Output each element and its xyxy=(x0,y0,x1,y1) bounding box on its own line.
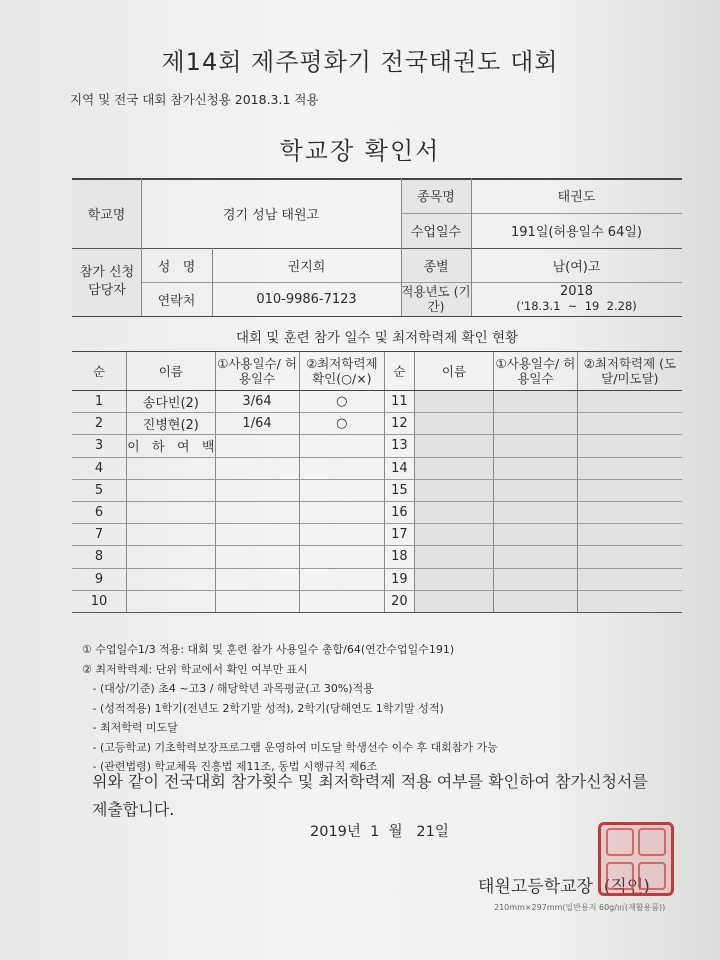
row-min-academic-check xyxy=(577,501,682,523)
row-number: 2 xyxy=(72,413,127,435)
rule xyxy=(72,316,682,317)
row-used-days xyxy=(494,546,578,568)
row-number: 8 xyxy=(72,546,127,568)
row-min-academic-check xyxy=(299,457,385,479)
seal-glyph xyxy=(606,862,634,890)
row-number: 16 xyxy=(385,501,415,523)
row-number: 11 xyxy=(385,391,415,413)
seal-glyph xyxy=(638,862,666,890)
date-line: 2019년 1 월 21일 xyxy=(310,824,449,840)
document-heading: 제14회 제주평화기 전국태권도 대회 xyxy=(161,48,559,76)
name-value: 권지희 xyxy=(287,259,326,275)
row-min-academic-check xyxy=(299,501,385,523)
col-header: ②최저학력제 (도달/미도달) xyxy=(577,352,682,391)
row-used-days xyxy=(215,457,299,479)
year-label: 적용년도 (기간) xyxy=(401,284,471,314)
row-number: 6 xyxy=(72,501,127,523)
row-name xyxy=(127,590,215,612)
col-header: 순 xyxy=(72,352,127,391)
period-value: ('18.3.1 ~ 19 2.28) xyxy=(516,299,637,313)
row-name xyxy=(414,413,494,435)
row-used-days xyxy=(215,568,299,590)
row-number: 12 xyxy=(385,413,415,435)
row-min-academic-check xyxy=(299,568,385,590)
row-number: 1 xyxy=(72,391,127,413)
row-used-days xyxy=(494,590,578,612)
row-used-days xyxy=(494,435,578,457)
table-row xyxy=(72,546,682,568)
paper-spec: 210mm×297mm(일반용지 60g/㎡(재활용품)) xyxy=(494,903,666,912)
row-name xyxy=(414,391,494,413)
table-row xyxy=(72,435,682,457)
row-used-days xyxy=(494,501,578,523)
row-min-academic-check xyxy=(299,546,385,568)
col-header: 순 xyxy=(385,352,415,391)
row-name xyxy=(414,457,494,479)
row-min-academic-check xyxy=(577,479,682,501)
note-line: - (성적적용) 1학기(전년도 2학기말 성적), 2학기(당해연도 1학기말 성적) xyxy=(82,701,444,715)
col-header: 이름 xyxy=(127,352,215,391)
row-name xyxy=(127,479,215,501)
row-name xyxy=(414,524,494,546)
row-min-academic-check xyxy=(299,479,385,501)
note-line: - 최저학력 미도달 xyxy=(82,721,178,734)
note-line: - (대상/기준) 초4 ~고3 / 해당학년 과목평균(고 30%)적용 xyxy=(82,682,374,695)
row-name xyxy=(414,590,494,612)
table-row xyxy=(72,524,682,546)
row-number: 17 xyxy=(385,524,415,546)
row-name xyxy=(127,568,215,590)
notes-block xyxy=(82,640,498,777)
row-name xyxy=(127,524,215,546)
row-used-days xyxy=(494,524,578,546)
row-name xyxy=(414,435,494,457)
row-used-days: 3/64 xyxy=(215,391,299,413)
row-used-days xyxy=(215,435,299,457)
row-min-academic-check xyxy=(299,435,385,457)
row-min-academic-check: ○ xyxy=(299,391,385,413)
confirmation-line: 위와 같이 전국대회 참가횟수 및 최저학력제 적용 여부를 확인하여 참가신청서를 xyxy=(92,772,648,791)
row-number: 13 xyxy=(385,435,415,457)
row-used-days xyxy=(494,391,578,413)
row-name xyxy=(127,457,215,479)
note-line: - (고등학교) 기초학력보장프로그램 운영하여 미도달 학생선수 이수 후 대회참가 가능 xyxy=(82,740,498,754)
principal-signature: 태원고등학교장 (직인) xyxy=(478,877,650,897)
table-row xyxy=(72,568,682,590)
row-min-academic-check xyxy=(577,590,682,612)
document-subtitle: 지역 및 전국 대회 참가신청용 2018.3.1 적용 xyxy=(70,92,319,107)
section-title: 대회 및 훈련 참가 일수 및 최저학력제 확인 현황 xyxy=(235,330,519,346)
row-min-academic-check xyxy=(577,546,682,568)
row-number: 15 xyxy=(385,479,415,501)
school-label: 학교명 xyxy=(87,207,126,223)
confirmation-text xyxy=(92,768,648,824)
row-number: 4 xyxy=(72,457,127,479)
days-label: 수업일수 xyxy=(410,225,462,240)
row-name xyxy=(414,568,494,590)
row-name xyxy=(127,501,215,523)
row-number: 9 xyxy=(72,568,127,590)
row-used-days xyxy=(494,479,578,501)
row-number: 19 xyxy=(385,568,415,590)
col-header: ①사용일수/ 허용일수 xyxy=(494,352,578,391)
row-name xyxy=(414,479,494,501)
row-min-academic-check xyxy=(577,457,682,479)
row-used-days xyxy=(494,568,578,590)
row-min-academic-check xyxy=(577,391,682,413)
row-min-academic-check xyxy=(299,524,385,546)
row-used-days xyxy=(215,479,299,501)
table-row xyxy=(72,590,682,612)
confirmation-line: 제출합니다. xyxy=(92,800,175,819)
school-value: 경기 성남 태원고 xyxy=(222,207,320,223)
seal-glyph xyxy=(638,828,666,856)
event-label: 종목명 xyxy=(417,190,455,205)
note-line: - (관련법령) 학교체육 진흥법 제11조, 동법 시행규칙 제6조 xyxy=(82,760,378,773)
event-value: 태권도 xyxy=(557,190,596,205)
row-min-academic-check xyxy=(577,413,682,435)
row-name: 이 하 여 백 xyxy=(127,435,215,457)
official-seal-stamp xyxy=(598,822,674,896)
year-value: 2018 xyxy=(559,284,594,299)
participation-table xyxy=(72,352,682,613)
row-number: 10 xyxy=(72,590,127,612)
table-row xyxy=(72,413,682,435)
row-min-academic-check xyxy=(577,435,682,457)
table-row xyxy=(72,479,682,501)
row-min-academic-check xyxy=(577,524,682,546)
row-used-days xyxy=(494,457,578,479)
row-name: 송다빈(2) xyxy=(127,391,215,413)
year-cell xyxy=(471,282,682,316)
row-number: 18 xyxy=(385,546,415,568)
table-row xyxy=(72,457,682,479)
row-name: 진병현(2) xyxy=(127,413,215,435)
col-header: ①사용일수/ 허용일수 xyxy=(215,352,299,391)
phone-value: 010-9986-7123 xyxy=(256,291,357,307)
col-header: ②최저학력제 확인(○/×) xyxy=(299,352,385,391)
seal-glyph xyxy=(606,828,634,856)
table-row xyxy=(72,501,682,523)
row-used-days xyxy=(215,501,299,523)
type-label: 종별 xyxy=(423,259,449,275)
row-used-days: 1/64 xyxy=(215,413,299,435)
table-row xyxy=(72,391,682,413)
name-label: 성 명 xyxy=(157,259,196,275)
row-used-days xyxy=(215,590,299,612)
row-min-academic-check xyxy=(299,590,385,612)
row-number: 3 xyxy=(72,435,127,457)
row-name xyxy=(414,546,494,568)
row-number: 7 xyxy=(72,524,127,546)
note-line: ① 수업일수1/3 적용: 대회 및 훈련 참가 사용일수 총합/64(연간수업일수191) xyxy=(82,643,455,656)
row-used-days xyxy=(215,524,299,546)
type-value: 남(여)고 xyxy=(552,259,601,275)
row-name xyxy=(127,546,215,568)
table-header-row xyxy=(72,352,682,391)
certificate-title: 학교장 확인서 xyxy=(279,137,441,165)
row-used-days xyxy=(494,413,578,435)
row-number: 5 xyxy=(72,479,127,501)
row-min-academic-check xyxy=(577,568,682,590)
note-line: ② 최저학력제: 단위 학교에서 확인 여부만 표시 xyxy=(82,662,308,676)
contact-label: 참가 신청 담당자 xyxy=(79,265,135,298)
days-value: 191일(허용일수 64일) xyxy=(511,225,642,240)
col-header: 이름 xyxy=(414,352,494,391)
row-number: 20 xyxy=(385,590,415,612)
row-used-days xyxy=(215,546,299,568)
row-number: 14 xyxy=(385,457,415,479)
phone-label: 연락처 xyxy=(157,293,196,309)
row-min-academic-check: ○ xyxy=(299,413,385,435)
row-name xyxy=(414,501,494,523)
